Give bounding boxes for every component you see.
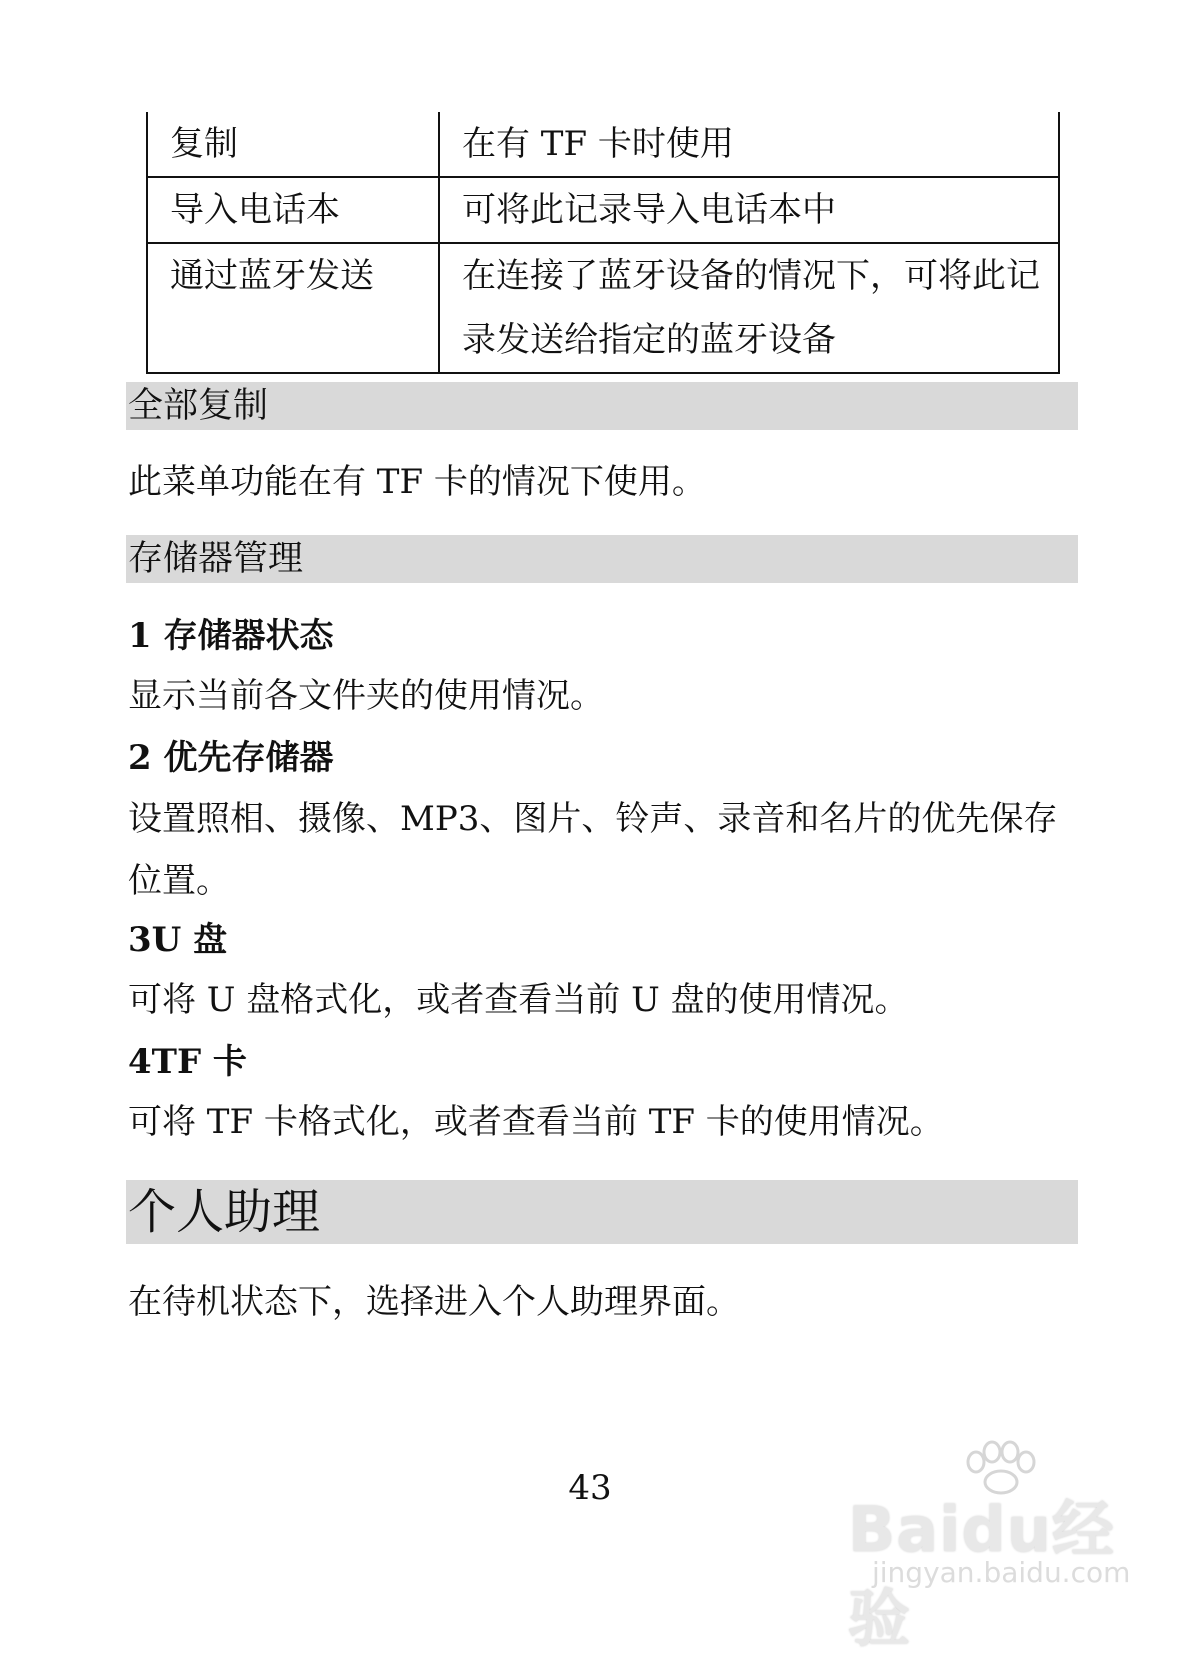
option-name: 导入电话本 [147,177,439,243]
option-name: 通过蓝牙发送 [147,243,439,373]
storage-item-heading: 2 优先存储器 [128,738,334,778]
copy-all-body: 此菜单功能在有 TF 卡的情况下使用。 [128,462,706,502]
watermark-url: jingyan.baidu.com [872,1556,1131,1589]
storage-item-heading: 4TF 卡 [128,1042,247,1082]
table-row [147,112,1059,177]
section-heading-copy-all: 全部复制 [126,382,1078,430]
baidu-watermark [842,1440,1142,1655]
storage-item-body: 显示当前各文件夹的使用情况。 [128,676,604,716]
storage-item-heading: 3U 盘 [128,920,228,960]
option-desc: 在有 TF 卡时使用 [439,112,1059,177]
section-heading-assistant: 个人助理 [126,1180,1078,1244]
option-desc: 可将此记录导入电话本中 [439,177,1059,243]
table-row [147,177,1059,243]
storage-item-body: 设置照相、摄像、MP3、图片、铃声、录音和名片的优先保存位置。 [128,799,1058,901]
assistant-body: 在待机状态下，选择进入个人助理界面。 [128,1282,740,1322]
option-desc: 在连接了蓝牙设备的情况下，可将此记录发送给指定的蓝牙设备 [439,243,1059,373]
storage-item-body: 可将 TF 卡格式化，或者查看当前 TF 卡的使用情况。 [128,1102,944,1142]
table-row [147,243,1059,373]
options-table [146,112,1060,374]
option-name: 复制 [147,112,439,177]
section-heading-storage: 存储器管理 [126,535,1078,583]
storage-item-body: 可将 U 盘格式化，或者查看当前 U 盘的使用情况。 [128,980,909,1020]
page-number: 43 [568,1468,612,1508]
storage-item-heading: 1 存储器状态 [128,616,334,656]
watermark-logo: Baidu经验 [848,1493,1115,1655]
